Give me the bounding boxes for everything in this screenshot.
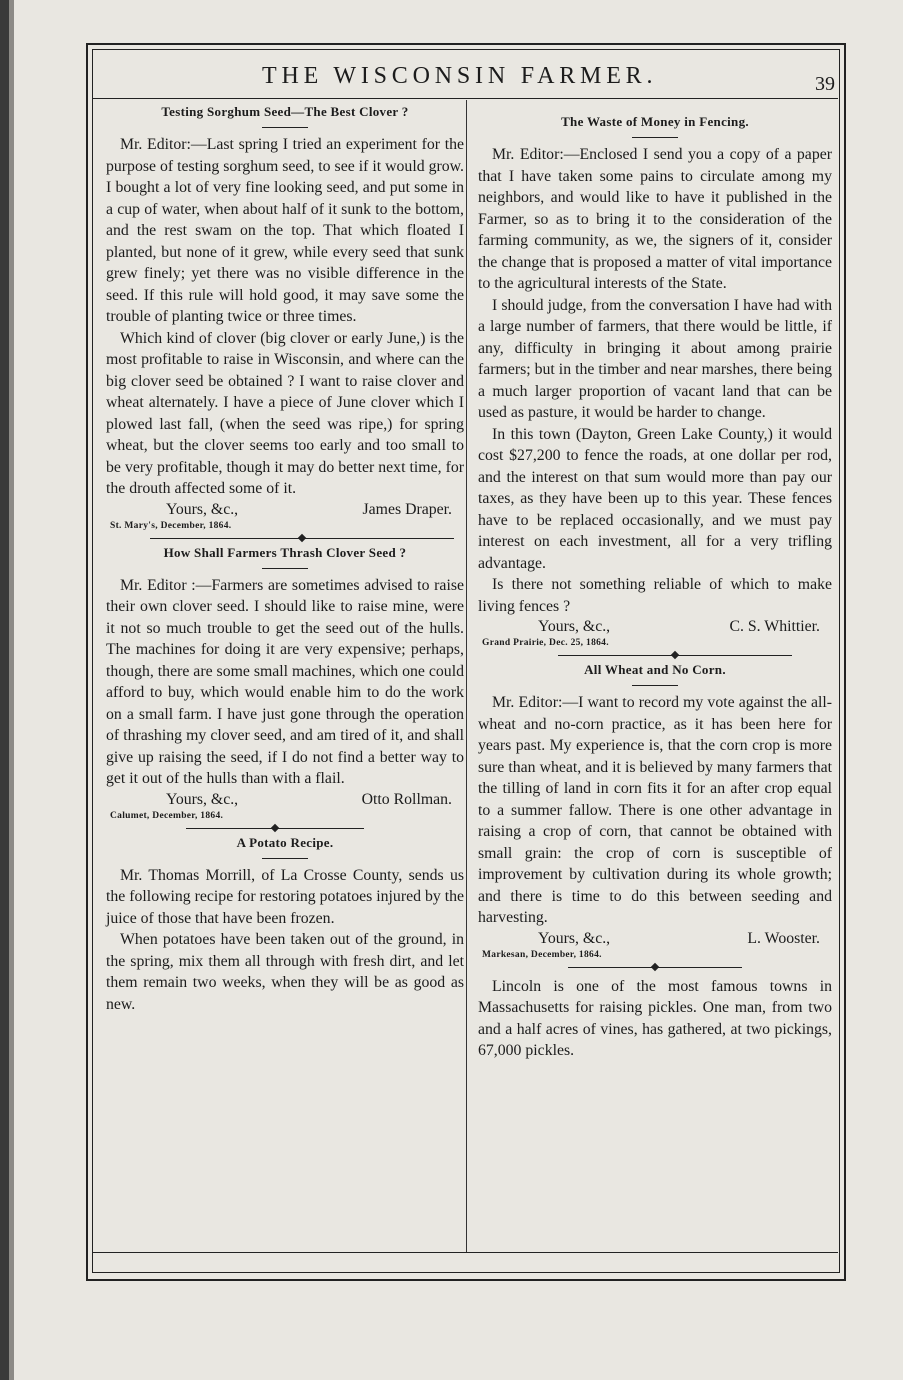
diamond-ornament bbox=[271, 823, 279, 831]
section-separator bbox=[568, 967, 742, 968]
article-paragraph: Mr. Editor:—Last spring I tried an experiment for the purpose of testing sorghum seed, to see if it would grow. I bought a lot of very fine looking seed, and put some in a cup of water, when about half of it sunk to the bottom, and the rest swam on the top. That which floated I planted, but none of it grew, while every seed that sunk grew finely; yet there was no visible difference in the seed. If this rule will hold good, it may save some the trouble of planting twice or three times. bbox=[106, 136, 464, 325]
article-heading: The Waste of Money in Fencing. bbox=[561, 114, 749, 129]
signature bbox=[478, 617, 832, 637]
dateline: Markesan, December, 1864. bbox=[482, 949, 602, 960]
article-paragraph: Mr. Editor :—Farmers are sometimes advised to raise their own clover seed. I should like to raise mine, were it not so much trouble to get the seed out of the hulls. The machines for doing it are very expensive; perhaps, though, there are some small machines, which one could afford to buy, which would enable him to do the work on a small farm. I have just gone through the operation of thrashing my clover seed, and am tired of it, and shall give up raising the seed, if I do not find a better way to get it out of the hulls than with a flail. bbox=[106, 576, 464, 787]
article-paragraph: Lincoln is one of the most famous towns in Massachusetts for raising pickles. One man, from two and a half acres of vines, has gathered, at two pickings, 67,000 pickles. bbox=[478, 977, 832, 1059]
section-separator bbox=[186, 828, 364, 829]
signature bbox=[106, 500, 464, 520]
diamond-ornament bbox=[651, 962, 659, 970]
sign-off: Yours, &c., bbox=[538, 929, 611, 947]
article-thrash-clover bbox=[106, 545, 464, 822]
article-paragraph: Mr. Editor:—I want to record my vote against the all-wheat and no-corn practice, as it has been here for years past. My experience is, that the corn crop is more sure than wheat, and it is believed by many farmers that the tilling of land in corn fits it for an after crop equal to a summer fallow. There is one other advantage in raising a crop of corn, that cannot be obtained with small grain: the crop of corn is susceptible of improvement by cultivation during its whole growth; and there is time to do this between seeding and harvesting. bbox=[478, 694, 832, 926]
article-lincoln-pickles bbox=[478, 976, 832, 1062]
bottom-rule bbox=[93, 1252, 838, 1253]
article-paragraph: In this town (Dayton, Green Lake County,) it would cost $27,200 to fence the roads, at one dollar per rod, and the interest on that sum would more than pay our taxes, as they have been up to this year. These fences have to be replaced occasionally, and we must pay interest on each investment, all for a very trifling advantage. bbox=[478, 425, 832, 572]
heading-rule bbox=[262, 568, 308, 569]
page-number: 39 bbox=[815, 73, 835, 95]
author-name: James Draper. bbox=[362, 500, 452, 518]
article-paragraph: Which kind of clover (big clover or early June,) is the most profitable to raise in Wisconsin, and where can the big clover seed be obtained ? I want to raise clover and wheat alternately. I have a piece of June clover which I plowed last fall, (when the seed was ripe,) for spring wheat, but the clover seems too early and too small to be very profitable, though it may do better next time, for the drouth affected some of it. bbox=[106, 329, 464, 497]
article-paragraph: When potatoes have been taken out of the ground, in the spring, mix them all through with fresh dirt, and let them remain two weeks, when they will be as good as new. bbox=[106, 931, 464, 1013]
heading-rule bbox=[632, 685, 678, 686]
sign-off: Yours, &c., bbox=[538, 618, 611, 635]
article-wheat-corn bbox=[478, 662, 832, 961]
section-separator bbox=[558, 655, 792, 656]
diamond-ornament bbox=[298, 533, 306, 541]
author-name: Otto Rollman. bbox=[361, 790, 452, 808]
running-title: THE WISCONSIN FARMER. bbox=[262, 63, 658, 89]
heading-rule bbox=[262, 858, 308, 859]
article-paragraph: Is there not something reliable of which to make living fences ? bbox=[478, 576, 832, 615]
sign-off: Yours, &c., bbox=[166, 500, 239, 518]
article-testing-sorghum bbox=[106, 104, 464, 532]
dateline: Grand Prairie, Dec. 25, 1864. bbox=[482, 638, 609, 648]
article-heading: Testing Sorghum Seed—The Best Clover ? bbox=[161, 104, 409, 119]
article-potato-recipe bbox=[106, 835, 464, 1016]
left-column bbox=[106, 104, 464, 1015]
article-heading: All Wheat and No Corn. bbox=[584, 662, 726, 677]
dateline: Calumet, December, 1864. bbox=[110, 810, 224, 821]
page-spine-shadow bbox=[0, 0, 9, 1380]
article-paragraph: Mr. Thomas Morrill, of La Crosse County, sends us the following recipe for restoring potatoes injured by the juice of those that have been frozen. bbox=[106, 866, 464, 927]
author-name: C. S. Whittier. bbox=[729, 618, 820, 635]
page-spine-edge bbox=[9, 0, 14, 1380]
column-divider bbox=[466, 100, 467, 1252]
article-paragraph: Mr. Editor:—Enclosed I send you a copy of a paper that I have taken some pains to circulate among my neighbors, and would like to have it published in the Farmer, so as to bring it to the consideration of the farming community, as we, the signers of it, consider the change that is proposed a matter of vital importance to the agricultural interests of the State. bbox=[478, 146, 832, 292]
right-column bbox=[478, 104, 832, 1062]
signature bbox=[478, 929, 832, 949]
signature bbox=[106, 790, 464, 810]
article-heading: How Shall Farmers Thrash Clover Seed ? bbox=[163, 544, 407, 560]
section-separator bbox=[150, 538, 454, 539]
dateline: St. Mary's, December, 1864. bbox=[110, 520, 232, 531]
heading-rule bbox=[632, 137, 678, 138]
sign-off: Yours, &c., bbox=[166, 790, 239, 808]
article-paragraph: I should judge, from the conversation I have had with a large number of farmers, that there would be little, if any, difficulty in bringing it about among prairie farmers; but in the timber and near marshes, there being a much larger proportion of vacant land that can be used as pasture, it would be harder to change. bbox=[478, 296, 832, 421]
diamond-ornament bbox=[671, 651, 679, 659]
author-name: L. Wooster. bbox=[747, 929, 820, 947]
heading-rule bbox=[262, 127, 308, 128]
article-heading: A Potato Recipe. bbox=[236, 834, 334, 850]
article-waste-fencing bbox=[478, 114, 832, 649]
header-rule bbox=[93, 98, 838, 99]
